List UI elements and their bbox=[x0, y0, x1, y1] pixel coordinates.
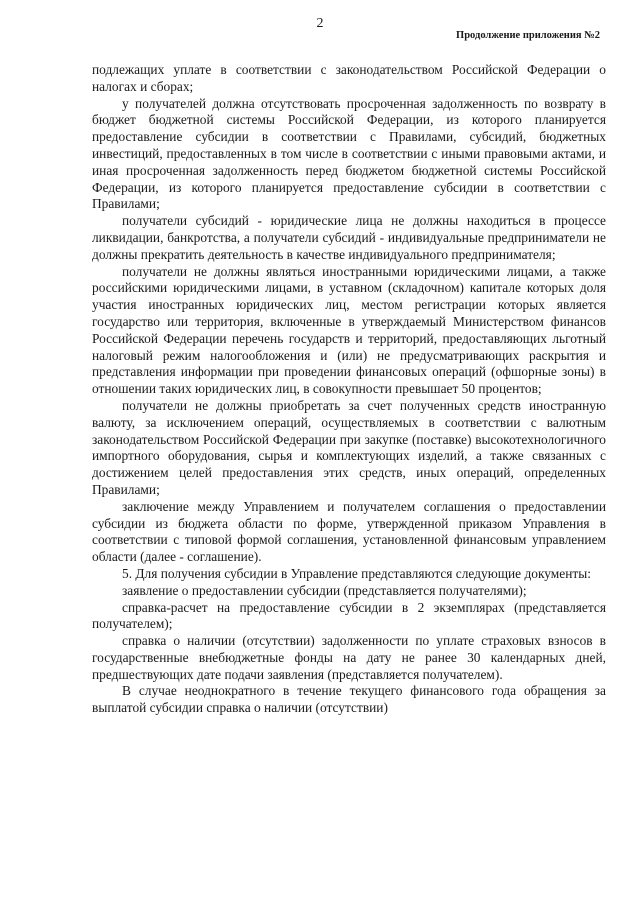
paragraph: заявление о предоставлении субсидии (представляется получателями); bbox=[122, 582, 527, 598]
paragraph: справка о наличии (отсутствии) задолженности по уплате страховых взносов в государственные внебюджетные фонды на дату не ранее 30 календарных дней, предшествующих дате подачи заявления (представляется получателем). bbox=[92, 633, 606, 682]
paragraph: 5. Для получения субсидии в Управление представляются следующие документы: bbox=[122, 565, 591, 581]
continuation-label: Продолжение приложения №2 bbox=[456, 30, 600, 41]
paragraph: получатели не должны приобретать за счет полученных средств иностранную валюту, за исключением операций, осуществляемых в соответствии с валютным законодательством Российской Федерации при закупке (поставке) высокотехнологичного импортного оборудования, сырья и комплектующих изделий, а также связанных с достижением целей предоставления этих средств, иных операций, определенных Правилами; bbox=[92, 397, 606, 497]
paragraph: получатели не должны являться иностранными юридическими лицами, а также российскими юридическими лицами, в уставном (складочном) капитале которых доля участия иностранных юридических лиц, местом регистрации которых является государство или территория, включенные в утверждаемый Министерством финансов Российской Федерации перечень государств и территорий, предоставляющих льготный налоговый режим налогообложения и (или) не предусматривающих раскрытия и представления информации при проведении финансовых операций (офшорные зоны) в отношении таких юридических лиц, в совокупности превышает 50 процентов; bbox=[92, 263, 606, 397]
paragraph: заключение между Управлением и получателем соглашения о предоставлении субсидии из бюджета области по форме, утвержденной приказом Управления в соответствии с типовой формой соглашения, установленной финансовым управлением области (далее - соглашение). bbox=[92, 498, 606, 565]
page-number: 2 bbox=[316, 16, 324, 31]
document-body bbox=[92, 62, 606, 717]
paragraph: получатели субсидий - юридические лица не должны находиться в процессе ликвидации, банкротства, а получатели субсидий - индивидуальные предприниматели не должны прекратить деятельность в качестве индивидуального предпринимателя; bbox=[92, 213, 606, 262]
paragraph: справка-расчет на предоставление субсидии в 2 экземплярах (представляется получателем); bbox=[92, 599, 606, 632]
paragraph: у получателей должна отсутствовать просроченная задолженность по возврату в бюджет бюджетной системы Российской Федерации, из которого планируется предоставление субсидии в соответствии с Правилами, субсидий, бюджетных инвестиций, предоставленных в том числе в соответствии с иными правовыми актами, и иная просроченная задолженность перед бюджетом бюджетной системы Российской Федерации, из которого планируется предоставление субсидии в соответствии с Правилами; bbox=[92, 95, 606, 212]
paragraph: подлежащих уплате в соответствии с законодательством Российской Федерации о налогах и сборах; bbox=[92, 62, 606, 94]
paragraph: В случае неоднократного в течение текущего финансового года обращения за выплатой субсидии справка о наличии (отсутствии) bbox=[92, 683, 606, 716]
